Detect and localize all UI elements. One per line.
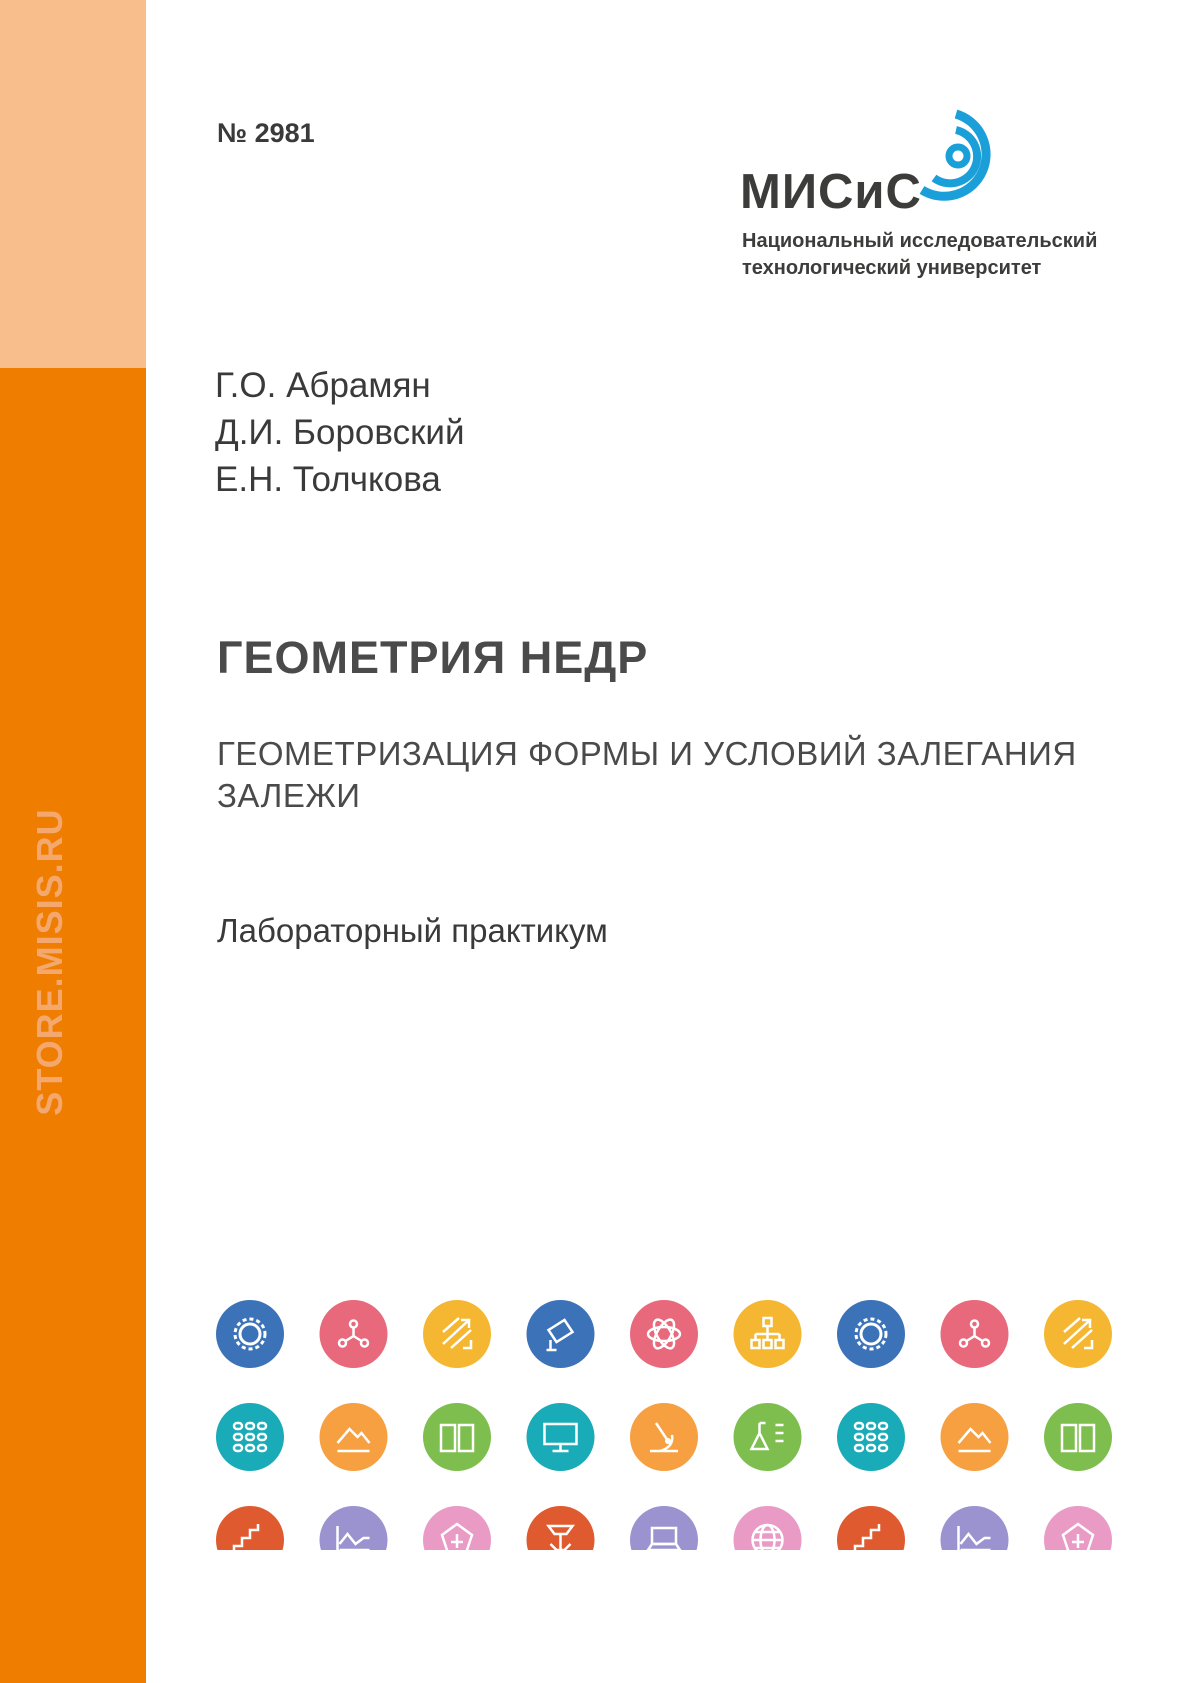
monitor-icon (527, 1403, 595, 1471)
university-logo (740, 108, 1120, 288)
book-icon (1044, 1403, 1112, 1471)
icon-grid (216, 1300, 1126, 1550)
arrows-icon (423, 1300, 491, 1368)
side-band-light (0, 0, 146, 368)
stairs-icon (216, 1506, 284, 1550)
globe-icon (734, 1506, 802, 1550)
microscope-icon (630, 1403, 698, 1471)
molecule-icon (941, 1300, 1009, 1368)
author: Г.О. Абрамян (215, 366, 431, 405)
molecule-icon (320, 1300, 388, 1368)
atom-icon (630, 1300, 698, 1368)
author: Е.Н. Толчкова (215, 460, 441, 499)
chart-icon (941, 1506, 1009, 1550)
side-url-text: STORE.MISIS.RU (29, 808, 70, 1116)
author: Д.И. Боровский (215, 413, 465, 452)
logo-subtitle (742, 228, 1097, 282)
gear-icon (837, 1300, 905, 1368)
pouring-icon (527, 1300, 595, 1368)
mountain-icon (320, 1403, 388, 1471)
stairs-icon (837, 1506, 905, 1550)
arrows-icon (1044, 1300, 1112, 1368)
grid-icon (216, 1403, 284, 1471)
publication-number: № 2981 (217, 118, 315, 148)
logo-subtitle-line: Национальный исследовательский (742, 230, 1098, 252)
logo-subtitle-line: технологический университет (742, 257, 1042, 279)
logo-wordmark: МИСиС (740, 165, 922, 219)
grid-icon (837, 1403, 905, 1471)
pentagon-icon (1044, 1506, 1112, 1550)
side-band-dark (0, 368, 146, 1683)
logo-mark-icon (908, 108, 1004, 208)
pentagon-icon (423, 1506, 491, 1550)
subtitle-line: ЗАЛЕЖИ (217, 777, 361, 814)
authors-list (215, 362, 465, 503)
mountain-icon (941, 1403, 1009, 1471)
subtitle-line: ГЕОМЕТРИЗАЦИЯ ФОРМЫ И УСЛОВИЙ ЗАЛЕГАНИЯ (217, 735, 1077, 772)
book-subtitle (217, 733, 1117, 817)
flask-icon (734, 1403, 802, 1471)
laptop-icon (630, 1506, 698, 1550)
chart-icon (320, 1506, 388, 1550)
hierarchy-icon (734, 1300, 802, 1368)
book-title: ГЕОМЕТРИЯ НЕДР (217, 632, 649, 683)
gear-icon (216, 1300, 284, 1368)
book-type: Лабораторный практикум (217, 912, 608, 949)
book-icon (423, 1403, 491, 1471)
rocket-icon (527, 1506, 595, 1550)
